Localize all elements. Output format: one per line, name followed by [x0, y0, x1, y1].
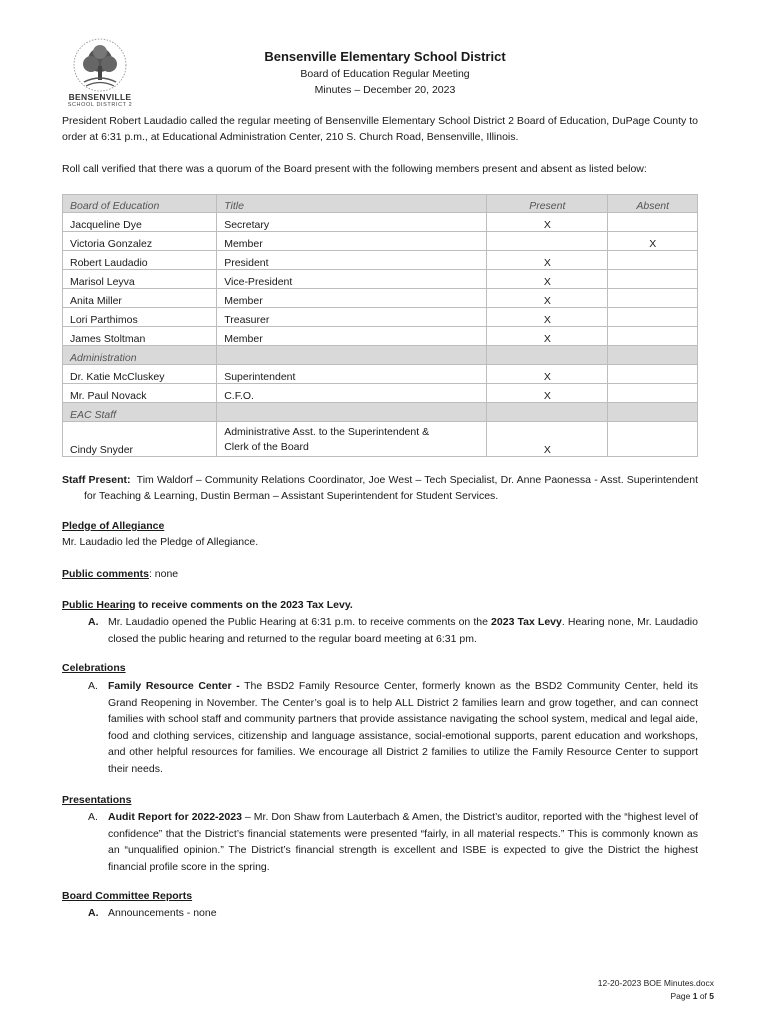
member-title: Treasurer — [217, 308, 487, 327]
member-present: X — [487, 213, 608, 232]
member-present — [487, 232, 608, 251]
public-hearing-item — [62, 614, 698, 647]
member-title: Vice-President — [217, 270, 487, 289]
member-absent: X — [608, 232, 698, 251]
member-title: Secretary — [217, 213, 487, 232]
public-comments-heading: Public comments — [62, 568, 149, 580]
member-name: Marisol Leyva — [63, 270, 217, 289]
section-row-eac-staff — [63, 403, 698, 422]
meeting-date: Minutes – December 20, 2023 — [314, 84, 456, 96]
section-row-administration — [63, 346, 698, 365]
member-title: Member — [217, 232, 487, 251]
member-present: X — [487, 270, 608, 289]
member-name: Mr. Paul Novack — [63, 384, 217, 403]
table-row — [63, 384, 698, 403]
section-label: Administration — [63, 346, 217, 365]
public-comments-text: : none — [148, 568, 179, 580]
item-label: A. — [88, 907, 99, 919]
member-absent — [608, 251, 698, 270]
item-label: A. — [88, 680, 98, 692]
table-header-row — [63, 195, 698, 213]
presentations-text: Audit Report for 2022-2023 – Mr. Don Shaw from Lauterbach & Amen, the District’s auditor, reported with the “highest level of confidence” that the District’s financial statements were presented “fairly, in all material respects.” This is commonly known as an “unqualified opinion.” The District’s financial strength is excellent and ISBE is expected to give the District the highest financial profile score in the spring. — [108, 811, 699, 873]
member-title: President — [217, 251, 487, 270]
committee-text: Announcements - none — [108, 907, 217, 919]
member-present: X — [487, 327, 608, 346]
logo-subtext: SCHOOL DISTRICT 2 — [67, 102, 133, 108]
staff-present-text: Tim Waldorf – Community Relations Coordinator, Joe West – Tech Specialist, Dr. Anne Paonessa - Asst. Superintendent for Teaching & Learning, Dustin Berman – Assistant Superintendent for Student Services. — [84, 474, 699, 502]
member-name: Jacqueline Dye — [63, 213, 217, 232]
member-title: C.F.O. — [217, 384, 487, 403]
logo-wordmark: BENSENVILLE — [68, 92, 132, 102]
item-label: A. — [88, 811, 98, 823]
member-absent — [608, 270, 698, 289]
member-title: Member — [217, 289, 487, 308]
member-name: Cindy Snyder — [63, 422, 217, 457]
meeting-type: Board of Education Regular Meeting — [300, 68, 470, 80]
committee-heading: Board Committee Reports — [62, 890, 193, 902]
celebrations-text: Family Resource Center - The BSD2 Family Resource Center, formerly known as the BSD2 Community Center, held its Grand Reopening in November. The Center’s goal is to help ALL District 2 families learn and grow together, and can connect families with school staff and community partners that provide assistance navigating the school system, medical and legal aide, food and clothing services, citizenship and language assistance, social-emotional supports, parent education and workshops, and other helpful resources for families. We encourage all District 2 families to utilize the Family Resource Center to support their needs. — [108, 680, 698, 775]
member-name: Anita Miller — [63, 289, 217, 308]
header-title: Title — [217, 195, 487, 213]
member-present: X — [487, 251, 608, 270]
member-absent — [608, 327, 698, 346]
table-row — [63, 251, 698, 270]
member-present: X — [487, 308, 608, 327]
pledge-text: Mr. Laudadio led the Pledge of Allegiance. — [62, 536, 259, 548]
staff-present-label: Staff Present: — [62, 474, 131, 486]
public-hearing-heading: Public Hearing to receive comments on the 2023 Tax Levy. — [62, 599, 353, 611]
public-hearing-text: Mr. Laudadio opened the Public Hearing at 6:31 p.m. to receive comments on the 2023 Tax Levy. Hearing none, Mr. Laudadio closed the public hearing and returned to the regular board meeting at 6:31 pm. — [108, 616, 698, 645]
member-present: X — [487, 365, 608, 384]
footer-filename: 12-20-2023 BOE Minutes.docx — [597, 978, 714, 988]
staff-present-paragraph — [62, 472, 698, 504]
member-present: X — [487, 289, 608, 308]
public-comments — [62, 568, 178, 580]
table-row — [63, 289, 698, 308]
member-absent — [608, 365, 698, 384]
member-title: Administrative Asst. to the Superintendent & Clerk of the Board — [217, 422, 487, 457]
section-label: EAC Staff — [63, 403, 217, 422]
table-row — [63, 308, 698, 327]
member-name: Dr. Katie McCluskey — [63, 365, 217, 384]
member-present: X — [487, 384, 608, 403]
table-row — [63, 365, 698, 384]
member-absent — [608, 289, 698, 308]
member-name: Victoria Gonzalez — [63, 232, 217, 251]
rollcall-paragraph: Roll call verified that there was a quorum of the Board present with the following members present and absent as listed below: — [62, 163, 647, 175]
table-row — [63, 232, 698, 251]
header-present: Present — [487, 195, 608, 213]
member-present: X — [487, 422, 608, 457]
presentations-item — [62, 809, 698, 875]
item-label: A. — [88, 616, 99, 628]
intro-paragraph: President Robert Laudadio called the regular meeting of Bensenville Elementary School District 2 Board of Education, DuPage County to order at 6:31 p.m., at Educational Administration Center, 210 S. Church Road, Bensenville, Illinois. — [62, 115, 698, 143]
member-absent — [608, 384, 698, 403]
presentations-heading: Presentations — [62, 794, 132, 806]
member-name: Robert Laudadio — [63, 251, 217, 270]
member-title: Superintendent — [217, 365, 487, 384]
header-absent: Absent — [608, 195, 698, 213]
member-absent — [608, 308, 698, 327]
table-row — [63, 327, 698, 346]
table-row — [63, 213, 698, 232]
header-board: Board of Education — [63, 195, 217, 213]
document-title: Bensenville Elementary School District — [264, 49, 506, 64]
member-name: James Stoltman — [63, 327, 217, 346]
attendance-table — [62, 194, 698, 457]
table-row — [63, 270, 698, 289]
table-row — [63, 422, 698, 457]
member-name: Lori Parthimos — [63, 308, 217, 327]
committee-item — [62, 905, 698, 922]
member-absent — [608, 422, 698, 457]
footer-page-number: Page 1 of 5 — [670, 991, 714, 1001]
celebrations-item — [62, 678, 698, 777]
pledge-heading: Pledge of Allegiance — [62, 520, 165, 532]
member-absent — [608, 213, 698, 232]
celebrations-heading: Celebrations — [62, 662, 126, 674]
member-title: Member — [217, 327, 487, 346]
